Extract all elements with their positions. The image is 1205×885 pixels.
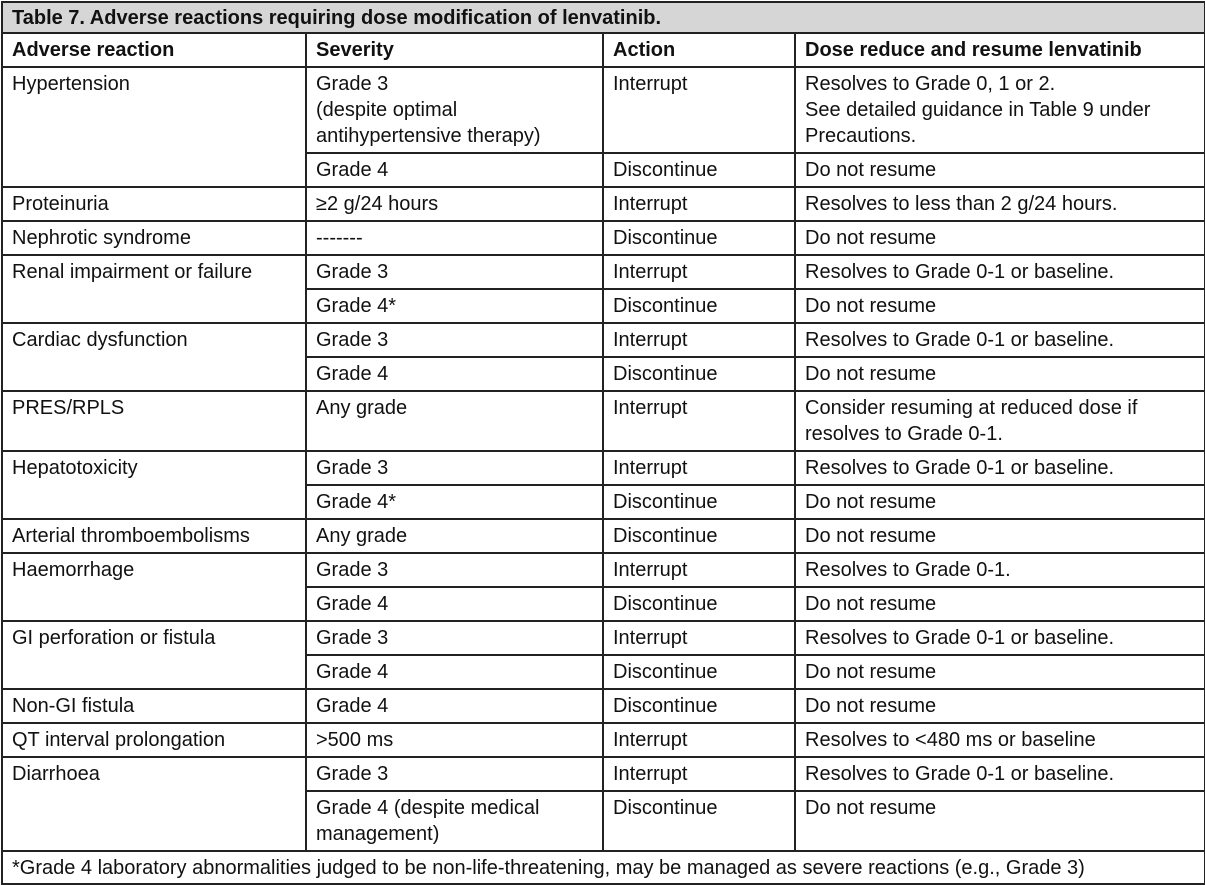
adverse-reaction-cell: QT interval prolongation xyxy=(2,723,306,757)
adverse-reaction-cell: Arterial thromboembolisms xyxy=(2,519,306,553)
severity-cell: Grade 4 xyxy=(306,357,603,391)
severity-cell: Any grade xyxy=(306,391,603,451)
severity-cell: Grade 3 (despite optimal antihypertensive therapy) xyxy=(306,67,603,153)
table-row xyxy=(2,621,1205,655)
severity-cell: Grade 4 xyxy=(306,587,603,621)
action-cell: Discontinue xyxy=(603,289,795,323)
severity-cell: Grade 4 xyxy=(306,153,603,187)
severity-cell: Grade 3 xyxy=(306,553,603,587)
action-cell: Interrupt xyxy=(603,757,795,791)
caption-row xyxy=(2,2,1205,33)
header-action: Action xyxy=(603,33,795,67)
resume-cell: Resolves to Grade 0-1 or baseline. xyxy=(795,255,1205,289)
action-cell: Discontinue xyxy=(603,587,795,621)
table-row xyxy=(2,553,1205,587)
severity-cell: Any grade xyxy=(306,519,603,553)
severity-cell: Grade 4 (despite medical management) xyxy=(306,791,603,851)
severity-cell: Grade 4 xyxy=(306,689,603,723)
resume-cell: Do not resume xyxy=(795,221,1205,255)
severity-cell: Grade 3 xyxy=(306,621,603,655)
resume-cell: Consider resuming at reduced dose if resolves to Grade 0-1. xyxy=(795,391,1205,451)
footnote-row xyxy=(2,851,1205,884)
adverse-reaction-cell: PRES/RPLS xyxy=(2,391,306,451)
resume-cell: Resolves to less than 2 g/24 hours. xyxy=(795,187,1205,221)
severity-cell: Grade 3 xyxy=(306,255,603,289)
header-dose-resume: Dose reduce and resume lenvatinib xyxy=(795,33,1205,67)
resume-cell: Resolves to <480 ms or baseline xyxy=(795,723,1205,757)
adverse-reaction-cell: Proteinuria xyxy=(2,187,306,221)
table-row xyxy=(2,323,1205,357)
resume-cell: Do not resume xyxy=(795,519,1205,553)
adverse-reaction-cell: GI perforation or fistula xyxy=(2,621,306,689)
severity-cell: Grade 3 xyxy=(306,323,603,357)
table-row xyxy=(2,391,1205,451)
adverse-reaction-cell: Non-GI fistula xyxy=(2,689,306,723)
resume-cell: Resolves to Grade 0-1. xyxy=(795,553,1205,587)
severity-cell: >500 ms xyxy=(306,723,603,757)
adverse-reactions-table xyxy=(1,1,1205,885)
resume-cell: Do not resume xyxy=(795,357,1205,391)
adverse-reaction-cell: Hypertension xyxy=(2,67,306,187)
resume-cell: Do not resume xyxy=(795,791,1205,851)
action-cell: Discontinue xyxy=(603,689,795,723)
severity-cell: ------- xyxy=(306,221,603,255)
resume-cell: Do not resume xyxy=(795,485,1205,519)
resume-cell: Do not resume xyxy=(795,655,1205,689)
adverse-reaction-cell: Nephrotic syndrome xyxy=(2,221,306,255)
table-body xyxy=(2,67,1205,851)
table-row xyxy=(2,255,1205,289)
action-cell: Interrupt xyxy=(603,67,795,153)
action-cell: Interrupt xyxy=(603,391,795,451)
action-cell: Discontinue xyxy=(603,791,795,851)
severity-cell: Grade 4 xyxy=(306,655,603,689)
table-row xyxy=(2,689,1205,723)
resume-cell: Do not resume xyxy=(795,153,1205,187)
resume-cell: Resolves to Grade 0-1 or baseline. xyxy=(795,621,1205,655)
action-cell: Discontinue xyxy=(603,519,795,553)
table-row xyxy=(2,221,1205,255)
severity-cell: Grade 3 xyxy=(306,757,603,791)
resume-cell: Resolves to Grade 0-1 or baseline. xyxy=(795,451,1205,485)
action-cell: Interrupt xyxy=(603,451,795,485)
adverse-reaction-cell: Cardiac dysfunction xyxy=(2,323,306,391)
action-cell: Discontinue xyxy=(603,221,795,255)
action-cell: Interrupt xyxy=(603,723,795,757)
adverse-reaction-cell: Haemorrhage xyxy=(2,553,306,621)
table-row xyxy=(2,187,1205,221)
severity-cell: Grade 4* xyxy=(306,289,603,323)
table-row xyxy=(2,451,1205,485)
action-cell: Interrupt xyxy=(603,255,795,289)
resume-cell: Resolves to Grade 0-1 or baseline. xyxy=(795,757,1205,791)
action-cell: Discontinue xyxy=(603,153,795,187)
table-row xyxy=(2,723,1205,757)
action-cell: Discontinue xyxy=(603,485,795,519)
resume-cell: Do not resume xyxy=(795,689,1205,723)
severity-cell: ≥2 g/24 hours xyxy=(306,187,603,221)
header-row xyxy=(2,33,1205,67)
table-footnote: *Grade 4 laboratory abnormalities judged to be non-life-threatening, may be managed as severe reactions (e.g., Grade 3) xyxy=(2,851,1205,884)
table-caption: Table 7. Adverse reactions requiring dose modification of lenvatinib. xyxy=(2,2,1205,33)
action-cell: Interrupt xyxy=(603,621,795,655)
action-cell: Discontinue xyxy=(603,357,795,391)
severity-cell: Grade 4* xyxy=(306,485,603,519)
table-row xyxy=(2,519,1205,553)
table-row xyxy=(2,67,1205,153)
adverse-reaction-cell: Diarrhoea xyxy=(2,757,306,851)
action-cell: Interrupt xyxy=(603,553,795,587)
adverse-reaction-cell: Hepatotoxicity xyxy=(2,451,306,519)
header-severity: Severity xyxy=(306,33,603,67)
action-cell: Discontinue xyxy=(603,655,795,689)
resume-cell: Resolves to Grade 0, 1 or 2. See detailed guidance in Table 9 under Precautions. xyxy=(795,67,1205,153)
resume-cell: Resolves to Grade 0-1 or baseline. xyxy=(795,323,1205,357)
resume-cell: Do not resume xyxy=(795,289,1205,323)
table-row xyxy=(2,757,1205,791)
severity-cell: Grade 3 xyxy=(306,451,603,485)
adverse-reaction-cell: Renal impairment or failure xyxy=(2,255,306,323)
resume-cell: Do not resume xyxy=(795,587,1205,621)
action-cell: Interrupt xyxy=(603,187,795,221)
header-adverse-reaction: Adverse reaction xyxy=(2,33,306,67)
action-cell: Interrupt xyxy=(603,323,795,357)
